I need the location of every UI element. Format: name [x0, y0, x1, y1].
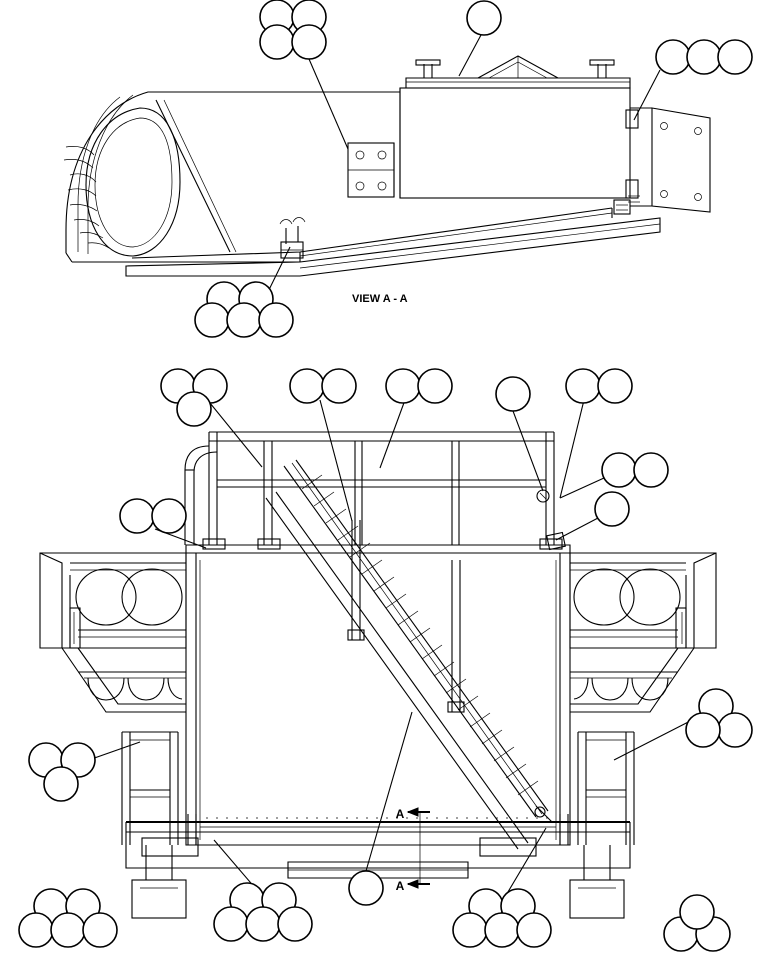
leader-line [513, 411, 543, 491]
balloon[interactable] [120, 499, 154, 533]
balloon[interactable] [687, 40, 721, 74]
balloon[interactable] [496, 377, 530, 411]
balloon[interactable] [83, 913, 117, 947]
section-marks [396, 807, 430, 893]
balloon[interactable] [418, 369, 452, 403]
balloon[interactable] [680, 895, 714, 929]
balloon[interactable] [51, 913, 85, 947]
balloon[interactable] [214, 907, 248, 941]
balloon[interactable] [260, 25, 294, 59]
balloon[interactable] [566, 369, 600, 403]
leader-line [320, 400, 352, 521]
leader-line [380, 400, 405, 468]
balloon[interactable] [292, 25, 326, 59]
balloon[interactable] [656, 40, 690, 74]
section-mark-a-bottom: A [395, 879, 405, 893]
balloon[interactable] [517, 913, 551, 947]
balloon[interactable] [152, 499, 186, 533]
view-caption-a-a: VIEW A - A [352, 293, 408, 305]
balloon[interactable] [453, 913, 487, 947]
leader-line [366, 712, 412, 871]
balloon[interactable] [19, 913, 53, 947]
balloon[interactable] [259, 303, 293, 337]
leader-line [556, 518, 598, 540]
balloon[interactable] [686, 713, 720, 747]
top-view-geometry [64, 56, 710, 276]
balloon[interactable] [278, 907, 312, 941]
balloon[interactable] [595, 492, 629, 526]
balloon[interactable] [349, 871, 383, 905]
balloon[interactable] [386, 369, 420, 403]
balloon[interactable] [602, 453, 636, 487]
balloon[interactable] [246, 907, 280, 941]
balloon[interactable] [718, 713, 752, 747]
balloon[interactable] [322, 369, 356, 403]
balloon[interactable] [290, 369, 324, 403]
balloon[interactable] [467, 1, 501, 35]
balloon[interactable] [634, 453, 668, 487]
balloon[interactable] [485, 913, 519, 947]
balloon[interactable] [598, 369, 632, 403]
balloon[interactable] [177, 392, 211, 426]
leader-line [560, 400, 584, 498]
balloon[interactable] [227, 303, 261, 337]
balloon[interactable] [718, 40, 752, 74]
section-mark-a-top: A [395, 807, 405, 821]
balloon[interactable] [44, 767, 78, 801]
leader-line [309, 59, 348, 149]
leader-line [210, 403, 262, 467]
leader-line [560, 478, 604, 498]
balloon[interactable] [195, 303, 229, 337]
leader-line [459, 35, 481, 76]
